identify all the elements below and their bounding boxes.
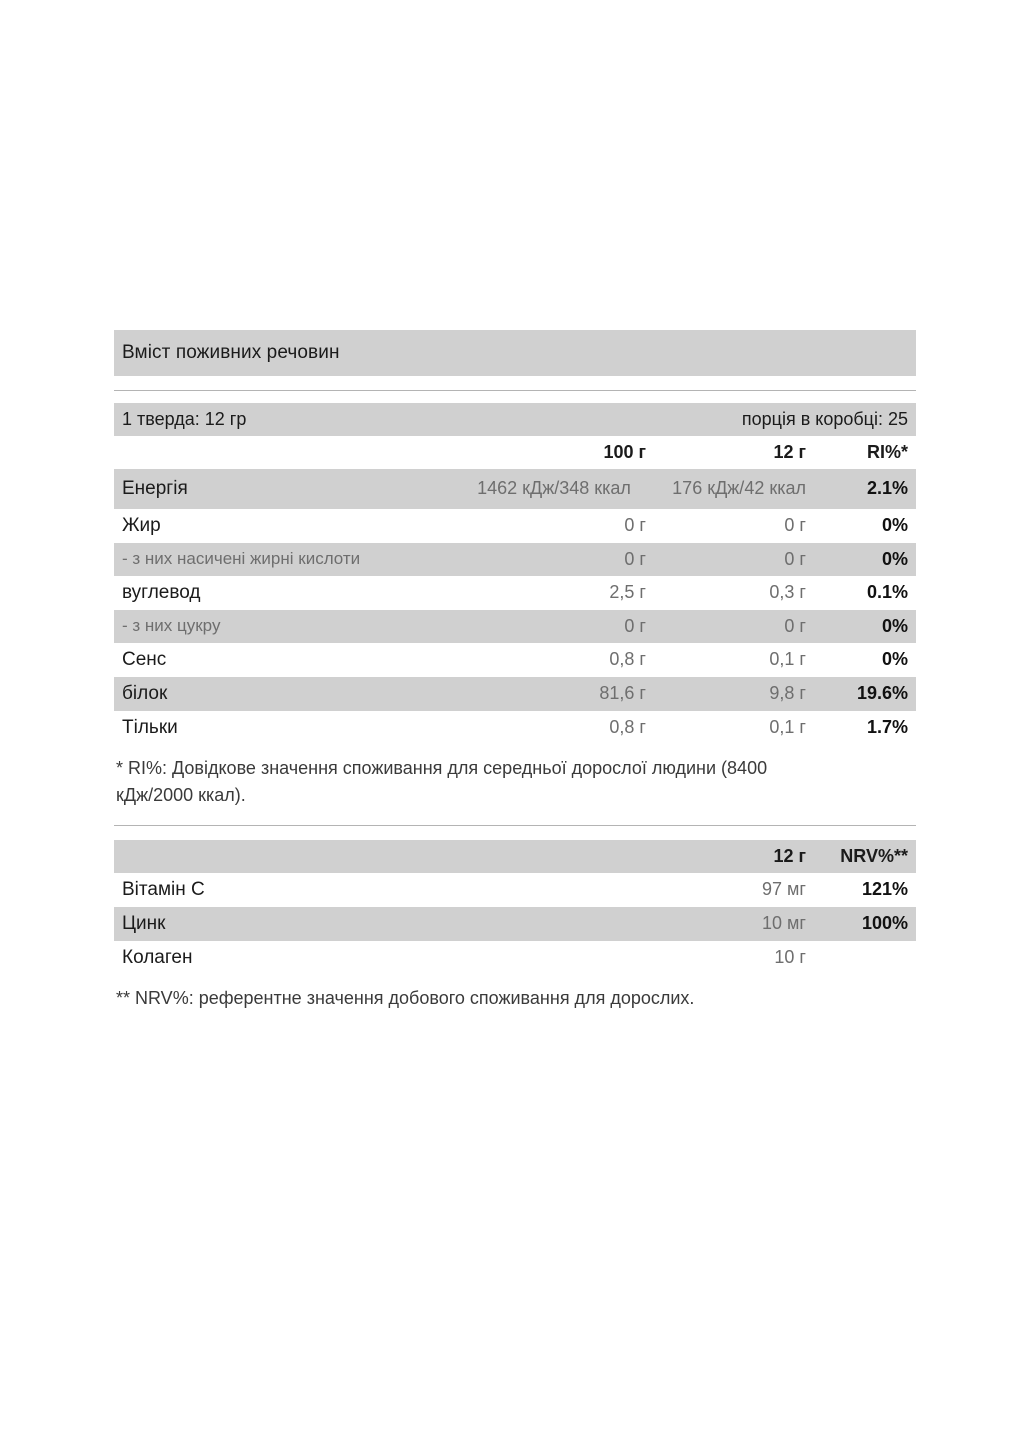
- micro-column-header-per-serving: 12 г: [654, 840, 814, 873]
- nutrient-per-serving: 0,1 г: [654, 711, 814, 745]
- nutrient-per-serving: 9,8 г: [654, 677, 814, 711]
- micro-divider: [114, 825, 916, 826]
- table-row: [114, 941, 916, 975]
- micronutrient-nrv: 100%: [814, 907, 916, 941]
- nutrient-per-serving: 176 кДж/42 ккал: [654, 469, 814, 509]
- nutrient-label: - з них насичені жирні кислоти: [114, 543, 454, 576]
- nutrient-per-serving: 0 г: [654, 610, 814, 643]
- micronutrient-label: Колаген: [114, 941, 654, 975]
- micronutrient-label: Цинк: [114, 907, 654, 941]
- micronutrient-table: [114, 840, 916, 975]
- micro-column-header-label: [114, 840, 654, 873]
- table-row: [114, 469, 916, 509]
- nutrient-ri: 0.1%: [814, 576, 916, 610]
- nutrient-per-100g: 0 г: [454, 509, 654, 543]
- nutrient-label: - з них цукру: [114, 610, 454, 643]
- servings-per-container: порція в коробці: 25: [654, 403, 916, 436]
- column-header-ri: RI%*: [814, 436, 916, 469]
- nutrient-label: Енергія: [114, 469, 454, 509]
- nutrient-per-100g: 2,5 г: [454, 576, 654, 610]
- micronutrient-per-serving: 10 мг: [654, 907, 814, 941]
- table-row: [114, 509, 916, 543]
- column-header-label: [114, 436, 454, 469]
- nutrient-per-100g: 0 г: [454, 610, 654, 643]
- nutrient-label: Тільки: [114, 711, 454, 745]
- nutrient-label: Сенс: [114, 643, 454, 677]
- panel-title: Вміст поживних речовин: [114, 330, 916, 376]
- column-header-per-100g: 100 г: [454, 436, 654, 469]
- nutrient-label: Жир: [114, 509, 454, 543]
- table-row: [114, 576, 916, 610]
- nutrient-per-serving: 0 г: [654, 543, 814, 576]
- micronutrient-per-serving: 10 г: [654, 941, 814, 975]
- nutrient-ri: 0%: [814, 610, 916, 643]
- table-row: [114, 677, 916, 711]
- table-row: [114, 907, 916, 941]
- nrv-footnote: ** NRV%: референтне значення добового споживання для дорослих.: [116, 987, 695, 1008]
- micronutrient-label: Вітамін С: [114, 873, 654, 907]
- column-header-per-serving: 12 г: [654, 436, 814, 469]
- table-row: [114, 873, 916, 907]
- micro-column-header-nrv: NRV%**: [814, 840, 916, 873]
- column-header-row: [114, 436, 916, 469]
- micro-column-header-row: [114, 840, 916, 873]
- nutrient-per-100g: 1462 кДж/348 ккал: [454, 469, 654, 509]
- nutrient-per-serving: 0,3 г: [654, 576, 814, 610]
- nutrient-ri: 1.7%: [814, 711, 916, 745]
- nutrient-ri: 0%: [814, 509, 916, 543]
- micronutrient-nrv: 121%: [814, 873, 916, 907]
- title-divider: [114, 390, 916, 391]
- nutrient-ri: 0%: [814, 643, 916, 677]
- nutrient-per-100g: 0,8 г: [454, 711, 654, 745]
- nutrient-label: вуглевод: [114, 576, 454, 610]
- nutrient-per-serving: 0 г: [654, 509, 814, 543]
- nutrient-per-100g: 0,8 г: [454, 643, 654, 677]
- nutrient-label: білок: [114, 677, 454, 711]
- nutrient-per-serving: 0,1 г: [654, 643, 814, 677]
- nutrient-per-100g: 81,6 г: [454, 677, 654, 711]
- nutrition-table: [114, 403, 916, 745]
- serving-size: 1 тверда: 12 гр: [114, 403, 654, 436]
- nutrient-ri: 0%: [814, 543, 916, 576]
- table-row: [114, 543, 916, 576]
- table-row: [114, 643, 916, 677]
- serving-row: [114, 403, 916, 436]
- micronutrient-per-serving: 97 мг: [654, 873, 814, 907]
- nutrient-per-100g: 0 г: [454, 543, 654, 576]
- ri-footnote: * RI%: Довідкове значення споживання для середньої дорослої людини (8400 кДж/2000 ккал).: [116, 757, 768, 805]
- nutrient-ri: 2.1%: [814, 469, 916, 509]
- table-row: [114, 711, 916, 745]
- nutrition-panel: [114, 330, 916, 1012]
- table-row: [114, 610, 916, 643]
- nutrient-ri: 19.6%: [814, 677, 916, 711]
- micronutrient-nrv: [814, 941, 916, 975]
